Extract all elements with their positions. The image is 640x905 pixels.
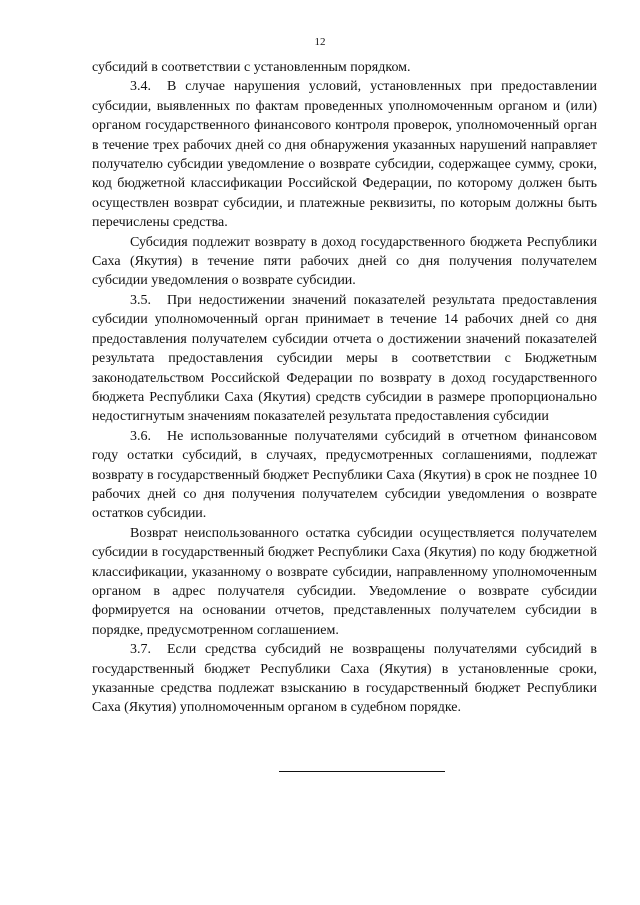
paragraph-number: 3.6. [130,428,151,444]
document-body [92,58,597,718]
end-separator-line [279,771,445,772]
paragraph-unused-balance [92,524,597,640]
paragraph-3-5 [92,291,597,427]
paragraph-subsidy-return [92,233,597,291]
paragraph-number: 3.5. [130,292,151,308]
paragraph-text: Если средства субсидий не возвращены получателями субсидий в государственный бюджет Республики Саха (Якутия) в установленные сроки, указанные средства подлежат взысканию в государственный бюджет Республики Саха (Якутия) уполномоченным органом в судебном порядке. [92,642,597,716]
paragraph-text: Не использованные получателями субсидий в отчетном финансовом году остатки субсидий, в случаях, предусмотренных соглашениями, подлежат возврату в государственный бюджет Республики Саха (Якутия) в срок не позднее 10 рабочих дней со дня получения получателем субсидии уведомления о возврате остатков субсидии. [92,428,597,522]
paragraph-3-7 [92,640,597,718]
paragraph-text: субсидий в соответствии с установленным порядком. [92,60,411,75]
paragraph-text: Возврат неиспользованного остатка субсидии осуществляется получателем субсидии в государственный бюджет Республики Саха (Якутия) по коду бюджетной классификации, указанному о возврате субсидии, направленному уполномоченным органом в адрес получателя субсидии. Уведомление о возврате субсидии формируется на основании отчетов, представленных получателем субсидии в порядке, предусмотренном соглашением. [92,525,597,638]
paragraph-continuation [92,58,597,77]
paragraph-number: 3.7. [130,642,151,658]
paragraph-number: 3.4. [130,79,151,95]
paragraph-3-6 [92,427,597,524]
page-number: 12 [314,36,326,48]
paragraph-text: При недостижении значений показателей результата предоставления субсидии уполномоченный орган принимает в течение 14 рабочих дней со дня предоставления получателем субсидии отчета о достижении значений показателей результата предоставления субсидии меры в соответствии с Бюджетным законодательством Российской Федерации по возврату в доход государственного бюджета Республики Саха (Якутия) средств субсидии в размере пропорционально недостигнутым значениям показателей результата предоставления субсидии [92,292,597,425]
paragraph-text: В случае нарушения условий, установленных при предоставлении субсидии, выявленных по фактам проведенных уполномоченным органом и (или) органом государственного финансового контроля проверок, уполномоченный орган в течение трех рабочих дней со дня обнаружения указанных нарушений направляет получателю субсидии уведомление о возврате субсидии, содержащее сумму, сроки, код бюджетной классификации Российской Федерации, по которому должен быть осуществлен возврат субсидии, и платежные реквизиты, по которым должны быть перечислены средства. [92,79,597,231]
paragraph-3-4 [92,77,597,232]
paragraph-text: Субсидия подлежит возврату в доход государственного бюджета Республики Саха (Якутия) в течение пяти рабочих дней со дня получения получателем субсидии уведомления о возврате субсидии. [92,234,597,289]
